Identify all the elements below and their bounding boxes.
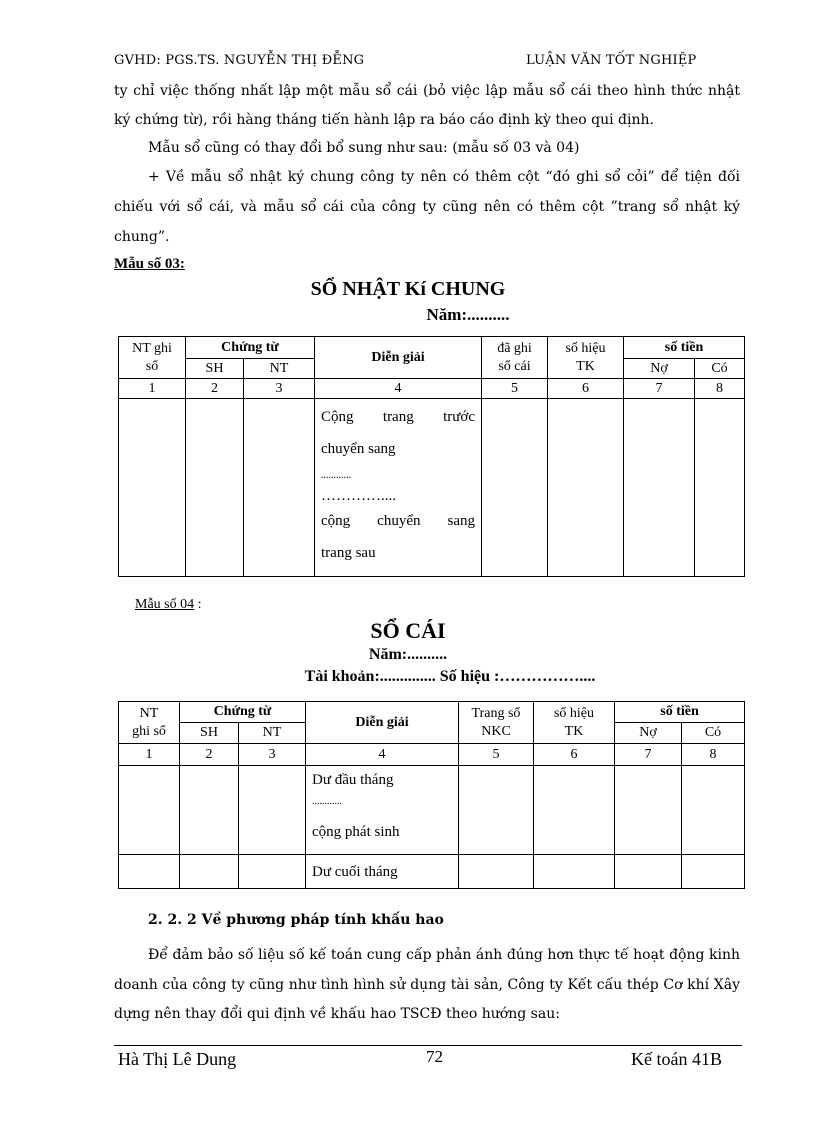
- form03-title: SỔ NHẬT Kí CHUNG: [310, 278, 506, 300]
- form04-cell: [615, 766, 682, 855]
- form04-col-sh: SH: [180, 723, 239, 744]
- form04-col-co: Có: [682, 723, 745, 744]
- form04-cell: [180, 855, 239, 889]
- form04-num: 6: [534, 744, 615, 766]
- intro-p1-line1: ty chỉ việc thống nhất lập một mẫu sổ cái (bỏ việc lập mẫu sổ cái theo hình thức nhật: [114, 83, 740, 99]
- intro-p1-line2: ký chứng từ), rồi hàng tháng tiến hành lập ra báo cáo định kỳ theo qui định.: [114, 112, 654, 128]
- form03-cell: [119, 399, 186, 577]
- form03-col-sotien: số tiền: [624, 337, 745, 359]
- form04-col-chungtu: Chứng từ: [180, 702, 306, 723]
- form04-num: 2: [180, 744, 239, 766]
- form04-num: 3: [239, 744, 306, 766]
- form03-num: 2: [186, 379, 244, 399]
- form03-col-nt: NT ghi sổ: [119, 337, 186, 379]
- form03-col-sh: SH: [186, 359, 244, 379]
- form03-num: 4: [315, 379, 482, 399]
- form03-desc-cell: [315, 399, 482, 577]
- section-heading: 2. 2. 2 Về phương pháp tính khấu hao: [148, 912, 444, 928]
- form03-cell: [624, 399, 695, 577]
- form03-cell: [482, 399, 548, 577]
- form04-account: Tài khoản:.............. Số hiệu :……………....: [304, 668, 596, 685]
- form03-col-chungtu: Chứng từ: [186, 337, 315, 359]
- header-right: LUẬN VĂN TỐT NGHIỆP: [526, 53, 697, 68]
- form03-num: 7: [624, 379, 695, 399]
- form03-col-daghi: đã ghi sổ cái: [482, 337, 548, 379]
- section-line2: doanh của công ty cũng như tình hình sử dụng tài sản, Công ty Kết cấu thép Cơ khí Xây: [114, 977, 740, 993]
- form04-desc-cell: [306, 766, 459, 855]
- form04-col-no: Nợ: [615, 723, 682, 744]
- form04-col-nt2: NT: [239, 723, 306, 744]
- footer-page-number: 72: [426, 1047, 443, 1066]
- section-line3: dựng nên thay đổi qui định về khấu hao TSCĐ theo hướng sau:: [114, 1006, 560, 1022]
- form04-cell: [180, 766, 239, 855]
- form03-col-diengiai: Diễn giải: [315, 337, 482, 379]
- form03-num: 5: [482, 379, 548, 399]
- form04-num: 8: [682, 744, 745, 766]
- form04-col-diengiai: Diễn giải: [306, 702, 459, 744]
- intro-p3-line3: chung”.: [114, 229, 170, 245]
- form04-col-trang: Trang sổ NKC: [459, 702, 534, 744]
- form04-cell: [682, 766, 745, 855]
- form03-label: Mẫu số 03:: [114, 256, 185, 272]
- form04-col-sohieu: số hiệu TK: [534, 702, 615, 744]
- form03-cell: [695, 399, 745, 577]
- form03-cell: [244, 399, 315, 577]
- form04-num: 7: [615, 744, 682, 766]
- form03-col-nt2: NT: [244, 359, 315, 379]
- section-line1: Để đảm bảo số liệu số kế toán cung cấp phản ánh đúng hơn thực tế hoạt động kinh: [148, 947, 740, 963]
- form04-num: 5: [459, 744, 534, 766]
- intro-p3-line2: chiếu với sổ cái, và mẫu sổ cái của công ty cũng nên có thêm cột ”trang sổ nhật ký: [114, 199, 740, 215]
- form04-cell: [459, 766, 534, 855]
- form04-cell: [119, 855, 180, 889]
- footer-class: Kế toán 41B: [631, 1049, 722, 1069]
- header-left: GVHD: PGS.TS. NGUYỄN THỊ ĐỄNG: [114, 53, 365, 68]
- form04-cell: [239, 766, 306, 855]
- footer-divider: [114, 1045, 742, 1046]
- form04-cell: [615, 855, 682, 889]
- form03-desc-line: trang sau: [321, 545, 376, 561]
- form04-cell: [682, 855, 745, 889]
- form04-cell: [459, 855, 534, 889]
- form04-desc-line: ............: [312, 796, 342, 807]
- form04-label-text: Mẫu số 04: [135, 597, 195, 612]
- form04-cell: [239, 855, 306, 889]
- form03-table: [118, 336, 745, 577]
- intro-p3-line1: + Về mẫu sổ nhật ký chung công ty nên có thêm cột “đó ghi sổ cỏi” để tiện đối: [148, 169, 740, 185]
- form03-num: 8: [695, 379, 745, 399]
- form04-desc-line: Dư đầu tháng: [312, 772, 394, 788]
- form03-num: 3: [244, 379, 315, 399]
- form04-num: 1: [119, 744, 180, 766]
- form04-col-nt: NT ghi sổ: [119, 702, 180, 744]
- intro-p2: Mẫu sổ cũng có thay đổi bổ sung như sau: (mẫu số 03 và 04): [148, 140, 580, 156]
- form03-num: 1: [119, 379, 186, 399]
- form03-num: 6: [548, 379, 624, 399]
- form04-label: [135, 597, 202, 613]
- form04-cell: [534, 766, 615, 855]
- form03-desc-line: cộng chuyển sang: [321, 513, 475, 529]
- form03-desc-line: Cộng trang trước: [321, 409, 475, 425]
- form03-desc-line: chuyển sang: [321, 441, 396, 457]
- form03-col-no: Nợ: [624, 359, 695, 379]
- form03-desc-line: …………....: [321, 488, 396, 504]
- form04-table: [118, 701, 745, 889]
- form03-year: Năm:..........: [426, 305, 510, 324]
- form04-year: Năm:..........: [368, 646, 448, 663]
- form03-cell: [186, 399, 244, 577]
- form03-col-co: Có: [695, 359, 745, 379]
- form03-desc-line: ............: [321, 470, 351, 481]
- form04-num: 4: [306, 744, 459, 766]
- form04-label-colon: :: [197, 597, 202, 612]
- form03-cell: [548, 399, 624, 577]
- form04-desc-cell: Dư cuối tháng: [306, 855, 459, 889]
- form04-desc-line: cộng phát sinh: [312, 824, 400, 840]
- form04-title: SỔ CÁI: [370, 618, 446, 643]
- footer-author: Hà Thị Lê Dung: [118, 1049, 237, 1069]
- form04-cell: [119, 766, 180, 855]
- form04-cell: [534, 855, 615, 889]
- form04-col-sotien: số tiền: [615, 702, 745, 723]
- form03-col-sohieu: số hiệu TK: [548, 337, 624, 379]
